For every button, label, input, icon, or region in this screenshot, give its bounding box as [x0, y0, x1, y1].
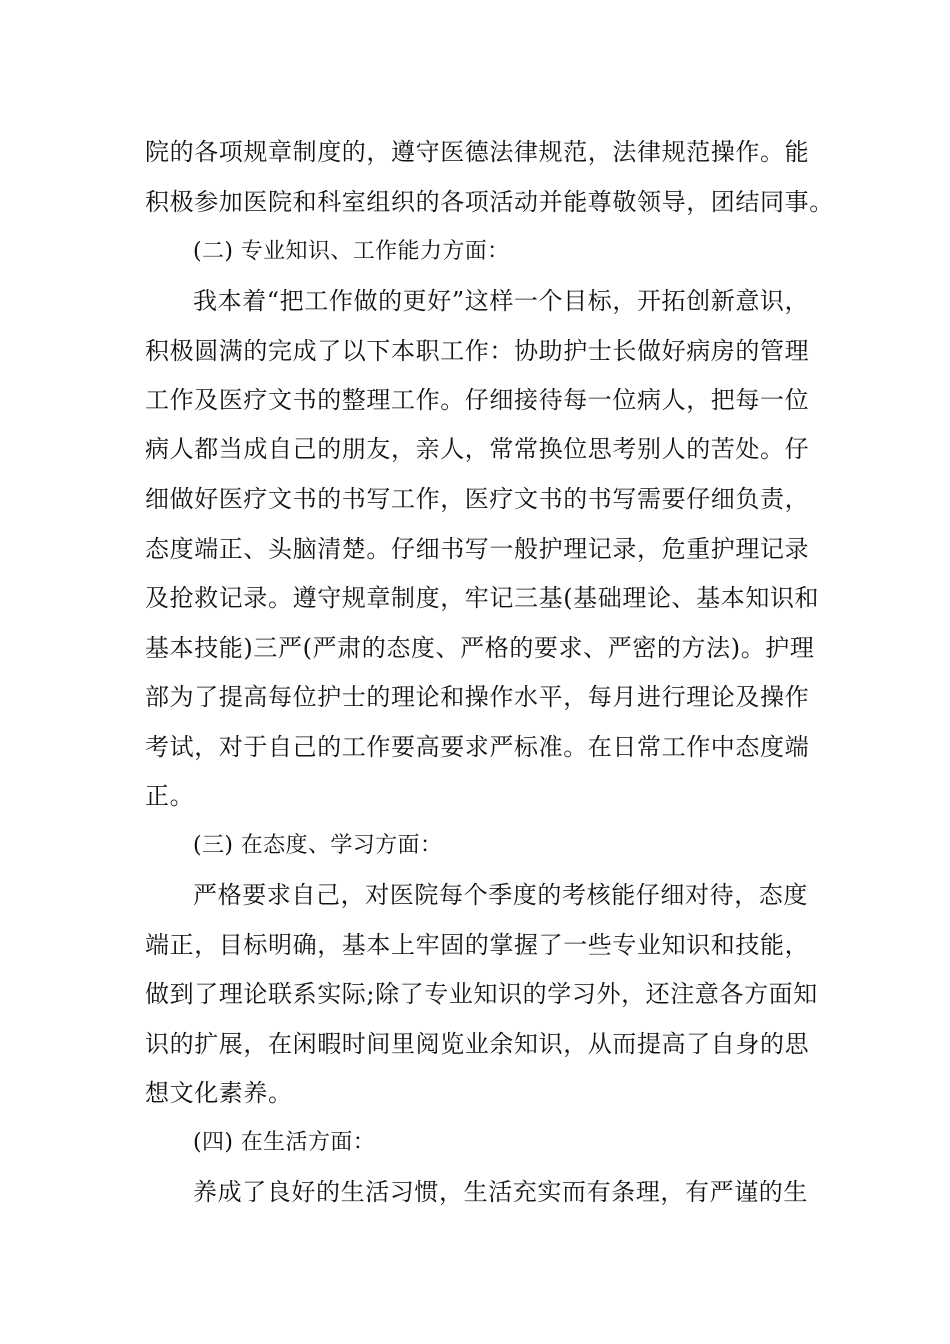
text-line: 部为了提高每位护士的理论和操作水平，每月进行理论及操作: [145, 683, 810, 711]
text-line: 做到了理论联系实际;除了专业知识的学习外，还注意各方面知: [145, 980, 818, 1008]
text-line: 病人都当成自己的朋友，亲人，常常换位思考别人的苦处。仔: [145, 435, 810, 463]
text-line: 考试，对于自己的工作要高要求严标准。在日常工作中态度端: [145, 733, 810, 761]
text-line: 积极参加医院和科室组织的各项活动并能尊敬领导，团结同事。: [145, 188, 834, 216]
text-line: 我本着“把工作做的更好”这样一个目标，开拓创新意识，: [193, 287, 810, 315]
text-line: 及抢救记录。遵守规章制度，牢记三基(基础理论、基本知识和: [145, 584, 820, 612]
text-line: 正。: [145, 782, 195, 810]
text-line: 细做好医疗文书的书写工作，医疗文书的书写需要仔细负责，: [145, 485, 810, 513]
text-line: 端正，目标明确，基本上牢固的掌握了一些专业知识和技能，: [145, 931, 810, 959]
text-line: 识的扩展，在闲暇时间里阅览业余知识，从而提高了自身的思: [145, 1030, 810, 1058]
text-line: 积极圆满的完成了以下本职工作：协助护士长做好病房的管理: [145, 337, 810, 365]
text-line: 院的各项规章制度的，遵守医德法律规范，法律规范操作。能: [145, 138, 810, 166]
text-line: 养成了良好的生活习惯，生活充实而有条理，有严谨的生: [193, 1178, 808, 1206]
section-heading: (四) 在生活方面：: [193, 1130, 376, 1155]
text-line: 严格要求自己，对医院每个季度的考核能仔细对待，态度: [193, 881, 808, 909]
text-line: 态度端正、头脑清楚。仔细书写一般护理记录，危重护理记录: [145, 535, 810, 563]
text-line: 工作及医疗文书的整理工作。仔细接待每一位病人，把每一位: [145, 386, 810, 414]
section-heading: (三) 在态度、学习方面：: [193, 833, 443, 858]
text-line: 基本技能)三严(严肃的态度、严格的要求、严密的方法)。护理: [145, 634, 815, 662]
section-heading: (二) 专业知识、工作能力方面：: [193, 239, 510, 264]
text-line: 想文化素养。: [145, 1079, 293, 1107]
